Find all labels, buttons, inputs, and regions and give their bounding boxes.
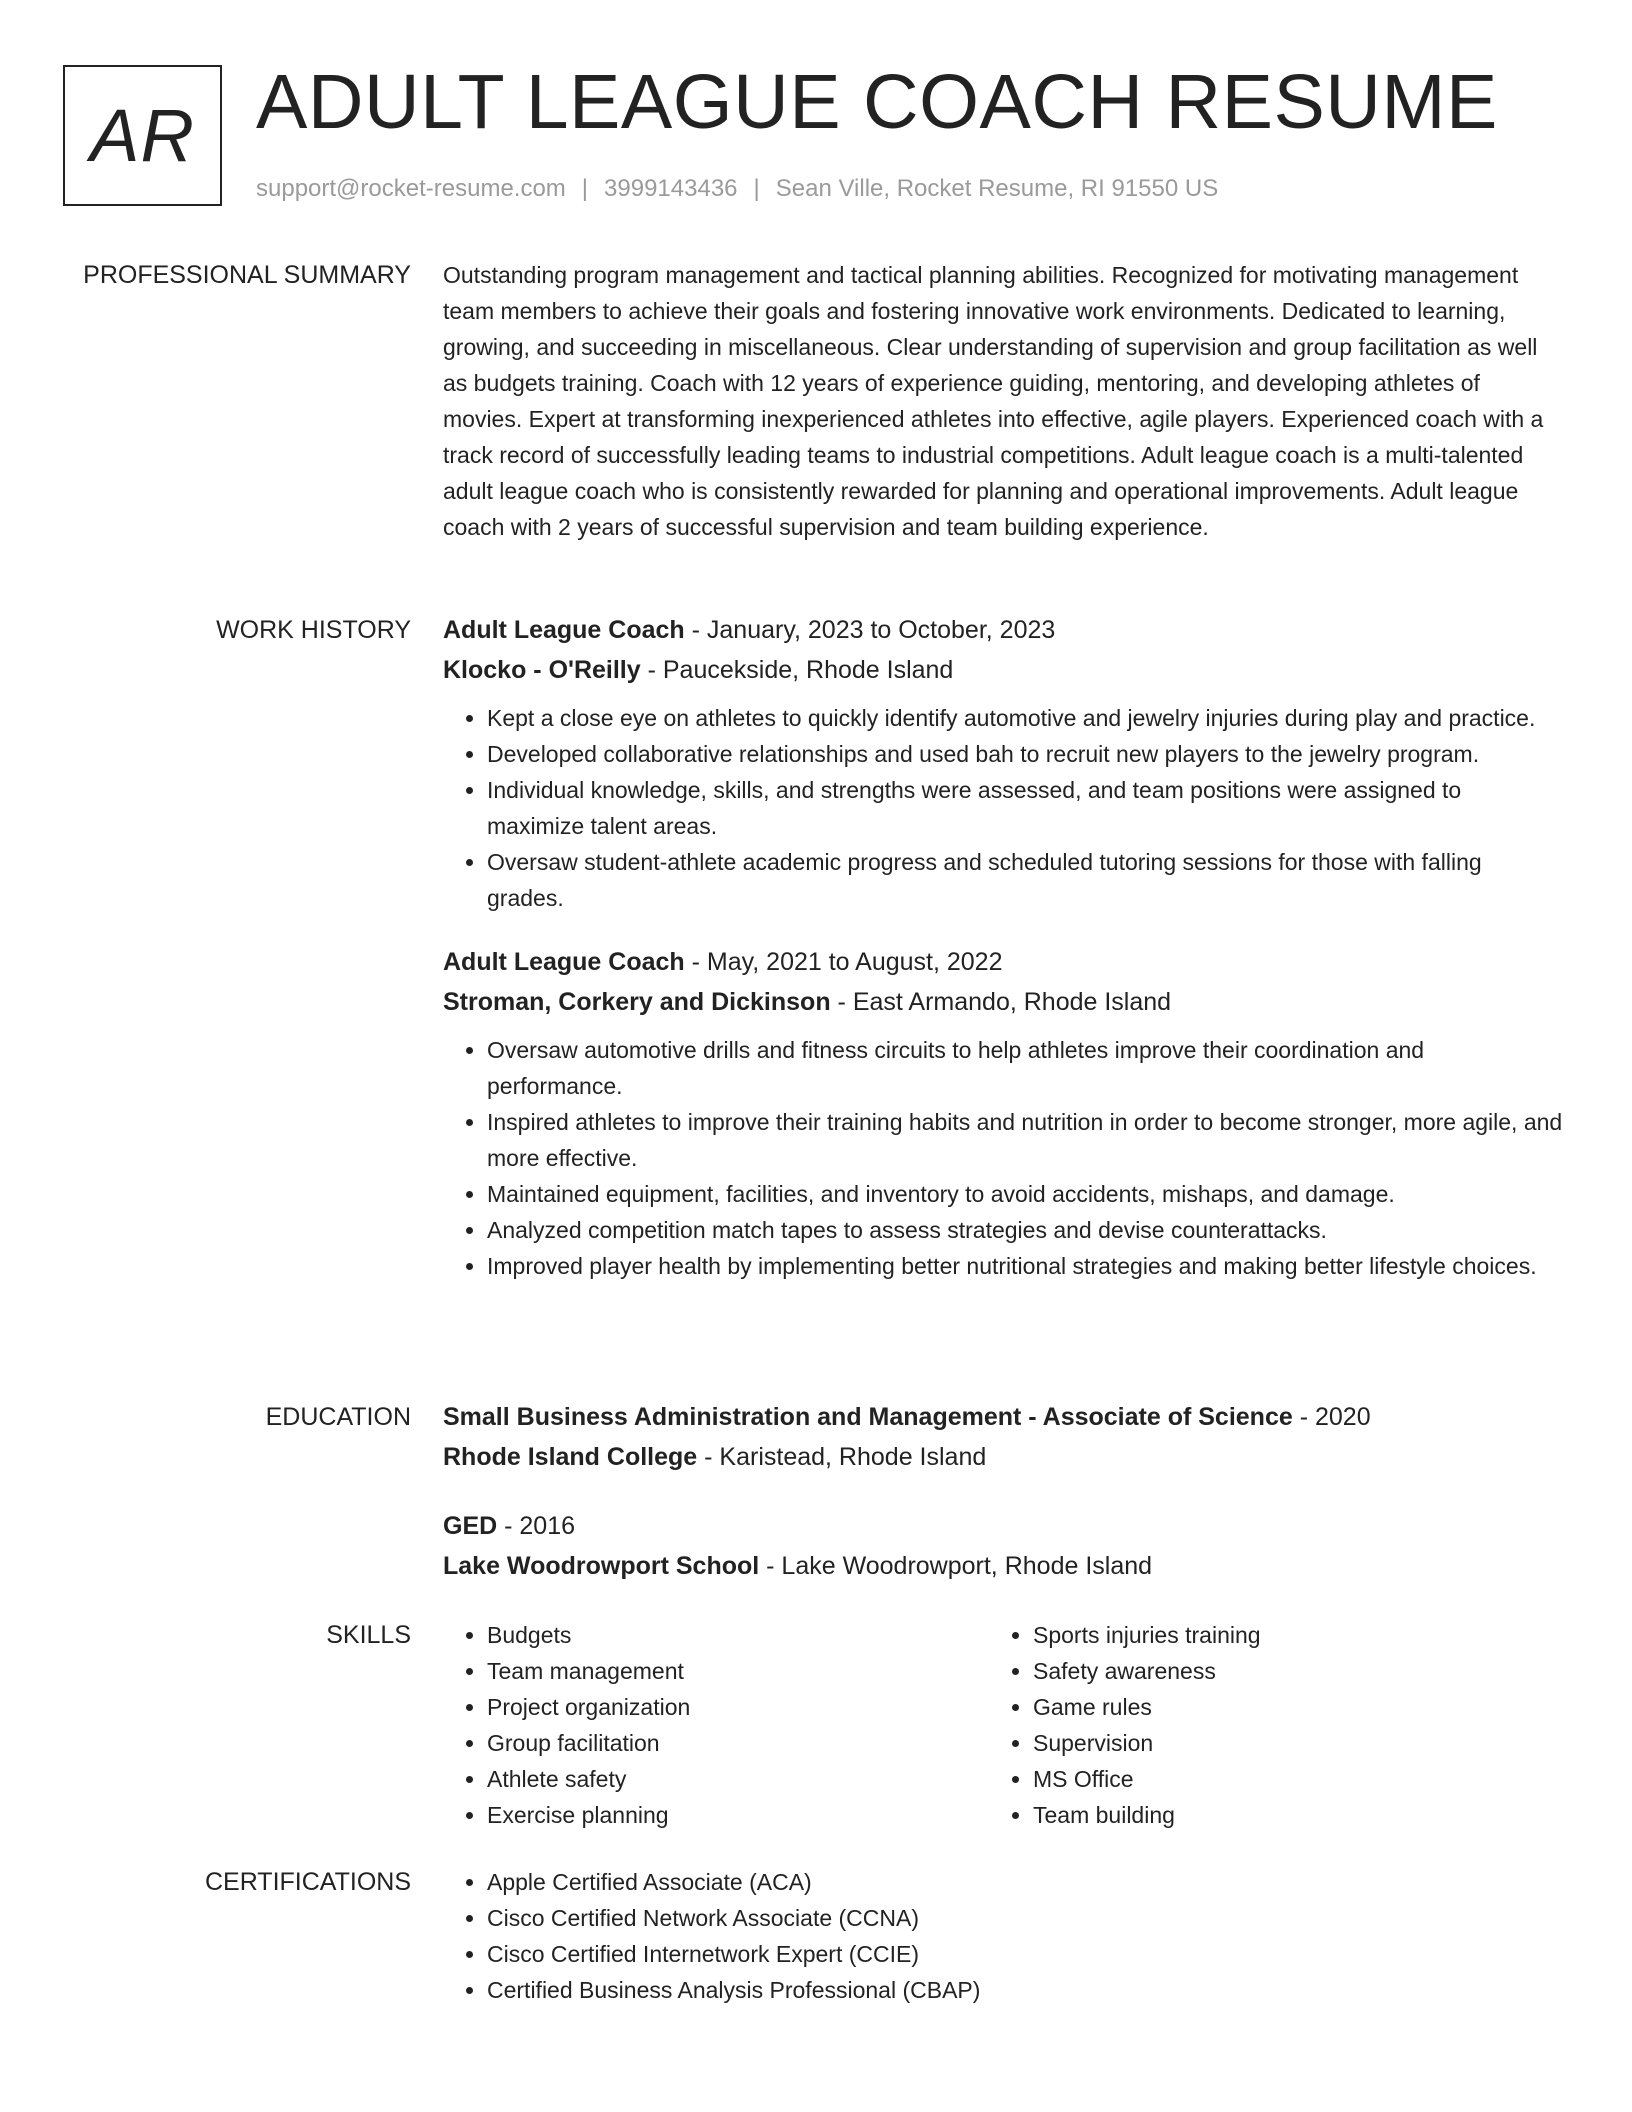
education-school: Rhode Island College bbox=[443, 1443, 698, 1471]
education-degree-line bbox=[443, 1397, 1563, 1437]
certification-item: • Cisco Certified Internetwork Expert (CCIE) bbox=[487, 1936, 1563, 1972]
job-bullet: • Analyzed competition match tapes to assess strategies and devise counterattacks. bbox=[487, 1212, 1563, 1248]
job-bullet: • Kept a close eye on athletes to quickly identify automotive and jewelry injuries during play and practice. bbox=[487, 700, 1563, 736]
job-company-line bbox=[443, 650, 1563, 690]
education-degree: Small Business Administration and Management - Associate of Science bbox=[443, 1403, 1293, 1431]
summary-text: Outstanding program management and tactical planning abilities. Recognized for motivating management team members to achieve their goals and fostering innovative work environments. Dedicated to learning, growing, and succeeding in miscellaneous. Clear understanding of supervision and group facilitation as well as budgets training. Coach with 12 years of experience guiding, mentoring, and developing athletes of movies. Expert at transforming inexperienced athletes into effective, agile players. Experienced coach with a track record of successfully leading teams to industrial competitions. Adult league coach is a multi-talented adult league coach who is consistently rewarded for planning and operational improvements. Adult league coach with 2 years of successful supervision and team building experience. bbox=[443, 262, 1544, 540]
monogram-badge bbox=[63, 65, 222, 206]
skill-item: • Team building bbox=[1033, 1797, 1533, 1833]
skill-item: • Exercise planning bbox=[487, 1797, 987, 1833]
job-title: Adult League Coach bbox=[443, 948, 685, 976]
job-entry bbox=[443, 610, 1563, 916]
work-history-label: WORK HISTORY bbox=[216, 616, 411, 644]
education-year: - 2020 bbox=[1292, 1403, 1371, 1431]
contact-address: Sean Ville, Rocket Resume, RI 91550 US bbox=[775, 175, 1219, 202]
education-degree-line bbox=[443, 1506, 1563, 1546]
skills-column-2 bbox=[989, 1617, 1533, 1833]
job-title-line bbox=[443, 942, 1563, 982]
skills-grid bbox=[443, 1617, 1563, 1833]
education-location: - Lake Woodrowport, Rhode Island bbox=[759, 1552, 1153, 1580]
summary-label: PROFESSIONAL SUMMARY bbox=[83, 261, 411, 289]
job-bullet: • Improved player health by implementing better nutritional strategies and making better lifestyle choices. bbox=[487, 1248, 1563, 1284]
job-bullet: • Oversaw automotive drills and fitness circuits to help athletes improve their coordination and performance. bbox=[487, 1032, 1563, 1104]
job-entry bbox=[443, 942, 1563, 1284]
education-school-line bbox=[443, 1437, 1563, 1477]
certification-item: • Certified Business Analysis Professional (CBAP) bbox=[487, 1972, 1563, 2008]
job-bullet: • Developed collaborative relationships and used bah to recruit new players to the jewelry program. bbox=[487, 736, 1563, 772]
education-year: - 2016 bbox=[497, 1512, 576, 1540]
education-location: - Karistead, Rhode Island bbox=[697, 1443, 987, 1471]
skill-item: • Budgets bbox=[487, 1617, 987, 1653]
contact-email[interactable]: support@rocket-resume.com bbox=[256, 175, 566, 202]
contact-separator: | bbox=[753, 175, 760, 202]
job-company-line bbox=[443, 982, 1563, 1022]
job-company: Stroman, Corkery and Dickinson bbox=[443, 988, 831, 1016]
job-bullet: • Individual knowledge, skills, and strengths were assessed, and team positions were assigned to maximize talent areas. bbox=[487, 772, 1563, 844]
education-label: EDUCATION bbox=[265, 1403, 411, 1431]
contact-line bbox=[256, 174, 1218, 204]
job-bullets bbox=[443, 700, 1563, 916]
job-bullets bbox=[443, 1032, 1563, 1284]
summary-body bbox=[443, 257, 1563, 545]
job-location: - Paucekside, Rhode Island bbox=[640, 656, 954, 684]
skill-item: • Athlete safety bbox=[487, 1761, 987, 1797]
job-title: Adult League Coach bbox=[443, 616, 685, 644]
job-bullet: • Inspired athletes to improve their training habits and nutrition in order to become stronger, more agile, and more effective. bbox=[487, 1104, 1563, 1176]
job-bullet: • Oversaw student-athlete academic progress and scheduled tutoring sessions for those with falling grades. bbox=[487, 844, 1563, 916]
skill-item: • MS Office bbox=[1033, 1761, 1533, 1797]
certification-item: • Apple Certified Associate (ACA) bbox=[487, 1864, 1563, 1900]
monogram-initials: AR bbox=[90, 94, 195, 177]
certifications-label: CERTIFICATIONS bbox=[204, 1868, 411, 1896]
skill-item: • Sports injuries training bbox=[1033, 1617, 1533, 1653]
job-dates: - May, 2021 to August, 2022 bbox=[684, 948, 1003, 976]
certification-item: • Cisco Certified Network Associate (CCNA) bbox=[487, 1900, 1563, 1936]
education-school-line bbox=[443, 1546, 1563, 1586]
work-history-body bbox=[443, 610, 1563, 1310]
job-bullet: • Maintained equipment, facilities, and inventory to avoid accidents, mishaps, and damage. bbox=[487, 1176, 1563, 1212]
skills-column-1 bbox=[443, 1617, 987, 1833]
education-school: Lake Woodrowport School bbox=[443, 1552, 760, 1580]
skill-item: • Project organization bbox=[487, 1689, 987, 1725]
education-body bbox=[443, 1397, 1563, 1615]
certifications-body bbox=[443, 1864, 1563, 2008]
skill-item: • Team management bbox=[487, 1653, 987, 1689]
job-location: - East Armando, Rhode Island bbox=[830, 988, 1172, 1016]
resume-title: ADULT LEAGUE COACH RESUME bbox=[256, 59, 1498, 145]
contact-separator: | bbox=[581, 175, 589, 202]
skill-item: • Game rules bbox=[1033, 1689, 1533, 1725]
skill-item: • Safety awareness bbox=[1033, 1653, 1533, 1689]
education-degree: GED bbox=[443, 1512, 498, 1540]
skills-label: SKILLS bbox=[326, 1621, 411, 1649]
contact-phone[interactable]: 3999143436 bbox=[604, 175, 738, 202]
skill-item: • Group facilitation bbox=[487, 1725, 987, 1761]
education-entry bbox=[443, 1397, 1563, 1477]
job-dates: - January, 2023 to October, 2023 bbox=[684, 616, 1056, 644]
job-title-line bbox=[443, 610, 1563, 650]
skill-item: • Supervision bbox=[1033, 1725, 1533, 1761]
job-company: Klocko - O'Reilly bbox=[443, 656, 641, 684]
education-entry bbox=[443, 1506, 1563, 1586]
certifications-list bbox=[443, 1864, 1563, 2008]
